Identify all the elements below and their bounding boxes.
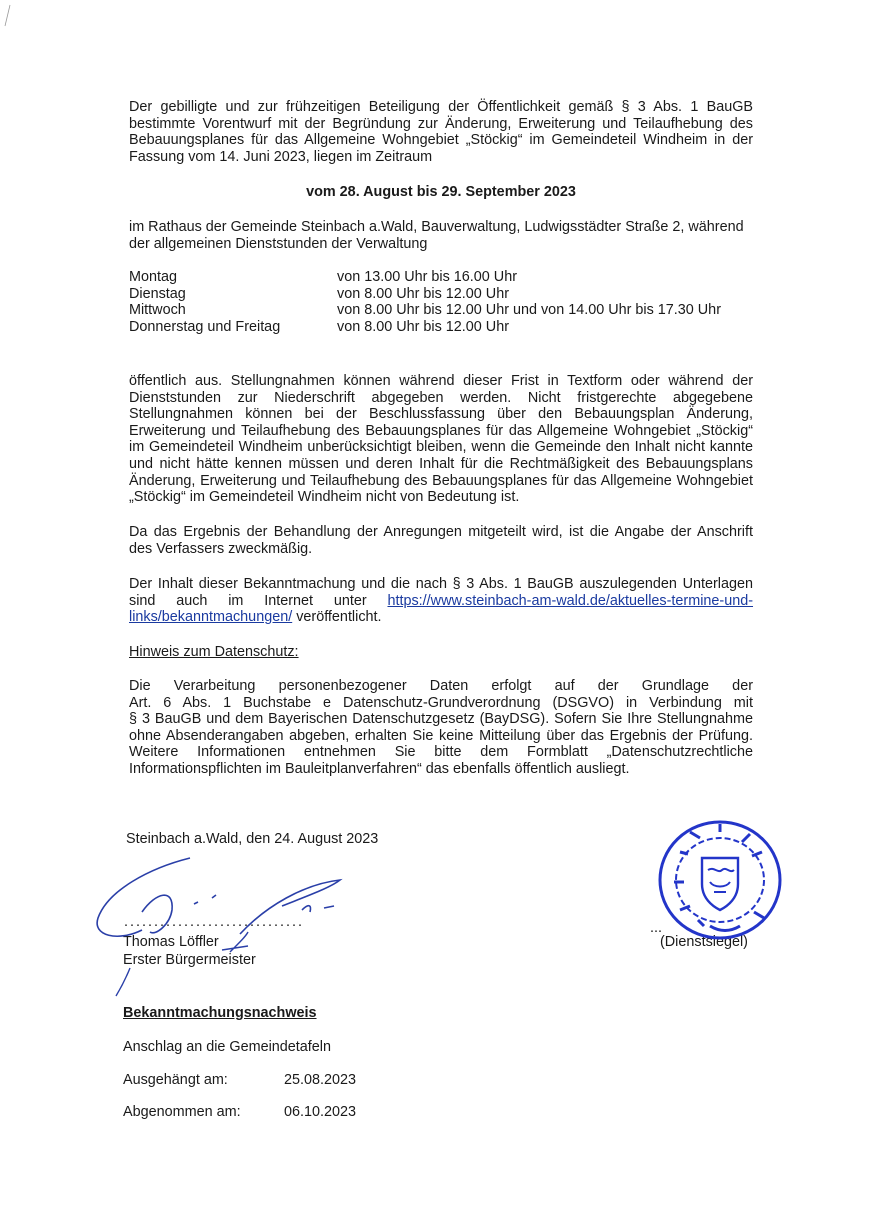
public-line: Änderung, Erweiterung und Teilaufhebung des Bebauungsplanes für das Allgemeine Wohngebiet xyxy=(129,472,753,489)
public-line: und nicht hätte kennen müssen und deren Inhalt für die Rechtmäßigkeit des Bebauungsplans xyxy=(129,455,753,472)
intro-paragraph xyxy=(129,99,753,165)
privacy-line: ohne Absenderangaben abgeben, erhalten Sie keine Mitteilung über das Ergebnis der Prüfung. xyxy=(129,727,753,744)
hours-time: von 8.00 Uhr bis 12.00 Uhr xyxy=(337,285,509,302)
seal-dots: ... xyxy=(650,920,662,936)
official-seal-stamp xyxy=(650,812,790,946)
intro-line: Fassung vom 14. Juni 2023, liegen im Zeitraum xyxy=(129,148,433,165)
scan-mark xyxy=(2,4,12,28)
internet-line xyxy=(129,593,753,610)
internet-line: Der Inhalt dieser Bekanntmachung und die nach § 3 Abs. 1 BauGB auszulegenden Unterlagen xyxy=(129,576,753,592)
hours-row xyxy=(129,286,749,303)
internet-suffix: veröffentlicht. xyxy=(292,609,382,626)
privacy-line: Art. 6 Abs. 1 Buchstabe e Datenschutz-Grundverordnung (DSGVO) in Verbindung mit xyxy=(129,694,753,711)
signature-dotted-line: .............................. xyxy=(124,914,304,930)
hours-row xyxy=(129,302,749,319)
privacy-heading: Hinweis zum Datenschutz: xyxy=(129,644,299,660)
hours-time: von 8.00 Uhr bis 12.00 Uhr und von 14.00 Uhr bis 17.30 Uhr xyxy=(337,302,721,319)
hours-row xyxy=(129,319,749,336)
public-paragraph xyxy=(129,373,753,506)
public-line: öffentlich aus. Stellungnahmen können während dieser Frist in Textform oder während der xyxy=(129,373,753,389)
location-line: der allgemeinen Dienststunden der Verwaltung xyxy=(129,235,428,252)
internet-line xyxy=(129,609,753,626)
posted-label: Ausgehängt am: xyxy=(123,1072,228,1088)
seal-label: (Dienstsiegel) xyxy=(660,934,748,950)
address-line: des Verfassers zweckmäßig. xyxy=(129,540,313,557)
announcements-link[interactable]: https://www.steinbach-am-wald.de/aktuelles-termine-und- xyxy=(387,592,754,609)
intro-line: Der gebilligte und zur frühzeitigen Beteiligung der Öffentlichkeit gemäß § 3 Abs. 1 BauGB xyxy=(129,99,753,115)
signatory-title: Erster Bürgermeister xyxy=(123,952,256,968)
location-paragraph xyxy=(129,219,753,252)
removed-date: 06.10.2023 xyxy=(284,1104,357,1120)
hours-day: Donnerstag und Freitag xyxy=(129,318,281,335)
privacy-paragraph xyxy=(129,678,753,778)
office-hours-table xyxy=(129,269,749,335)
intro-line: bestimmte Vorentwurf mit der Begründung zur Änderung, Erweiterung und Teilaufhebung des xyxy=(129,115,753,132)
intro-line: Bebauungsplanes für das Allgemeine Wohngebiet „Stöckig“ im Gemeindeteil Windheim in der xyxy=(129,132,753,149)
privacy-line: Informationspflichten im Bauleitplanverfahren“ das ebenfalls öffentlich ausliegt. xyxy=(129,760,630,777)
location-line: im Rathaus der Gemeinde Steinbach a.Wald, Bauverwaltung, Ludwigsstädter Straße 2, während xyxy=(129,219,744,235)
notice-heading: Bekanntmachungsnachweis xyxy=(123,1005,317,1021)
hours-time: von 8.00 Uhr bis 12.00 Uhr xyxy=(337,318,509,335)
period-heading: vom 28. August bis 29. September 2023 xyxy=(306,184,576,200)
posted-date: 25.08.2023 xyxy=(284,1072,357,1088)
place-date: Steinbach a.Wald, den 24. August 2023 xyxy=(126,831,379,847)
address-line: Da das Ergebnis der Behandlung der Anregungen mitgeteilt wird, ist die Angabe der Anschrift xyxy=(129,524,753,540)
privacy-line: Die Verarbeitung personenbezogener Daten erfolgt auf der Grundlage der xyxy=(129,678,753,694)
signatory-name: Thomas Löffler xyxy=(123,934,219,950)
hours-day: Dienstag xyxy=(129,285,186,302)
hours-day: Mittwoch xyxy=(129,302,186,319)
public-line: Dienststunden zur Niederschrift abgegeben werden. Nicht fristgerechte abgegebene xyxy=(129,389,753,406)
hours-day: Montag xyxy=(129,269,177,285)
internet-prefix: sind auch im Internet unter xyxy=(129,592,367,609)
public-line: Erweiterung und Teilaufhebung des Bebauungsplanes für das Allgemeine Wohngebiet „Stöckig“ xyxy=(129,422,753,439)
internet-paragraph xyxy=(129,576,753,626)
handwritten-signature xyxy=(90,850,370,1000)
notice-posting: Anschlag an die Gemeindetafeln xyxy=(123,1039,332,1055)
address-paragraph xyxy=(129,524,753,557)
public-line: Stellungnahmen können bei der Beschlussfassung über den Bebauungsplan Änderung, xyxy=(129,406,753,423)
announcements-link-cont[interactable]: links/bekanntmachungen/ xyxy=(129,609,293,626)
hours-row xyxy=(129,269,749,286)
hours-time: von 13.00 Uhr bis 16.00 Uhr xyxy=(337,269,517,285)
removed-label: Abgenommen am: xyxy=(123,1104,241,1120)
privacy-line: § 3 BauGB und dem Bayerischen Datenschutzgesetz (BayDSG). Sofern Sie Ihre Stellungnahme xyxy=(129,711,753,728)
public-line: im Gemeindeteil Windheim unberücksichtigt bleiben, wenn die Gemeinde den Inhalt nicht kannte xyxy=(129,439,753,456)
public-line: „Stöckig“ im Gemeindeteil Windheim nicht von Bedeutung ist. xyxy=(129,489,520,506)
privacy-line: Weitere Informationen entnehmen Sie bitte dem Formblatt „Datenschutzrechtliche xyxy=(129,744,753,761)
